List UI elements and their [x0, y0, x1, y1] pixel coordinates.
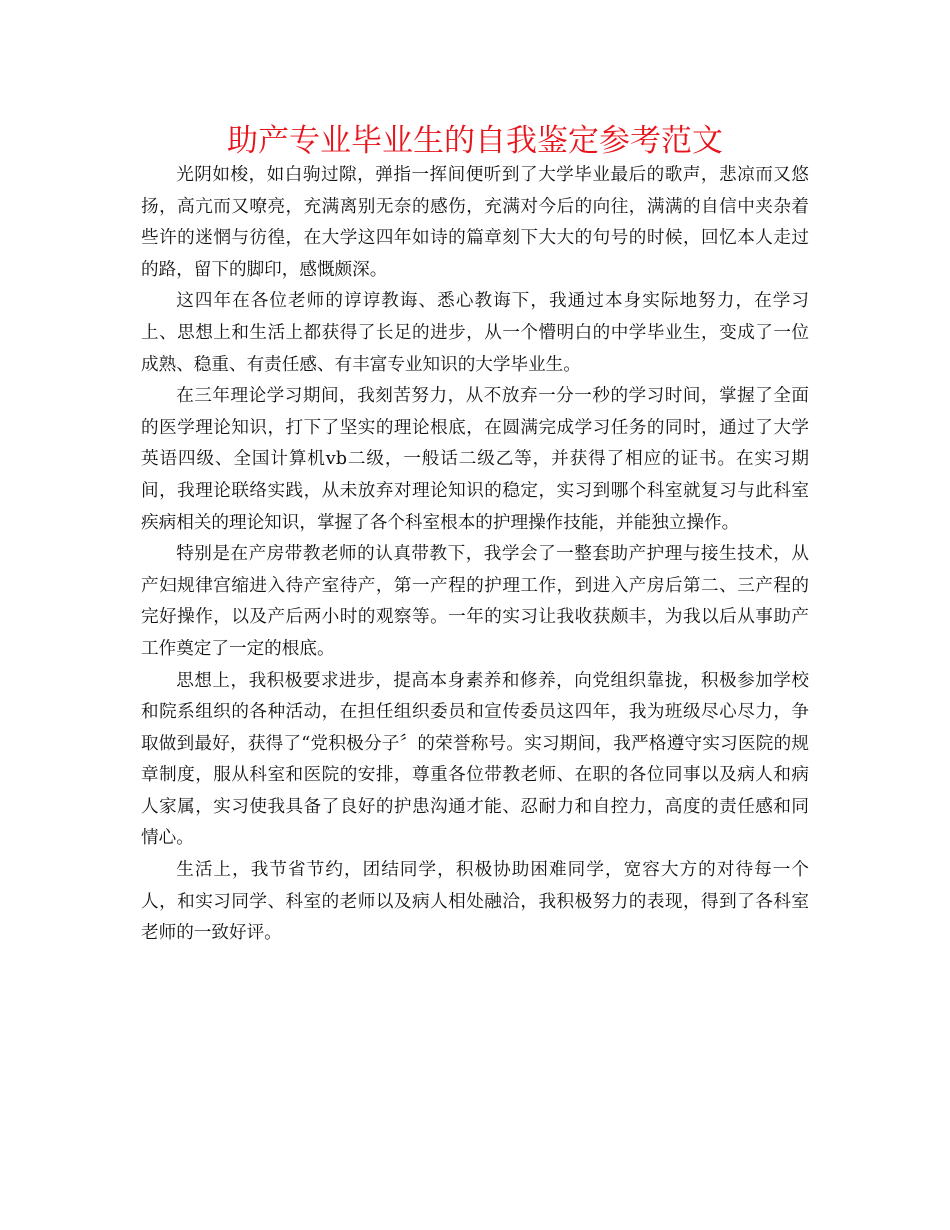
document-title: 助产专业毕业生的自我鉴定参考范文	[227, 123, 723, 159]
paragraph-1: 光阴如梭，如白驹过隙，弹指一挥间便听到了大学毕业最后的歌声，悲凉而又悠扬，高亢而又嘹亮，充满离别无奈的感伤，充满对今后的向往，满满的自信中夹杂着些许的迷惘与彷徨，在大学这四年如诗的篇章刻下大大的句号的时候，回忆本人走过的路，留下的脚印，感慨颇深。	[141, 165, 809, 280]
paragraph-4: 特别是在产房带教老师的认真带教下，我学会了一整套助产护理与接生技术，从产妇规律宫缩进入待产室待产，第一产程的护理工作，到进入产房后第二、三产程的完好操作，以及产后两小时的观察等。一年的实习让我收获颇丰，为我以后从事助产工作奠定了一定的根底。	[141, 544, 809, 659]
paragraph-5: 思想上，我积极要求进步，提高本身素养和修养，向党组织靠拢，积极参加学校和院系组织的各种活动，在担任组织委员和宣传委员这四年，我为班级尽心尽力，争取做到最好，获得了“党积极分子〞的荣誉称号。实习期间，我严格遵守实习医院的规章制度，服从科室和医院的安排，尊重各位带教老师、在职的各位同事以及病人和病人家属，实习使我具备了良好的护患沟通才能、忍耐力和自控力，高度的责任感和同情心。	[141, 670, 809, 849]
paragraph-2: 这四年在各位老师的谆谆教诲、悉心教诲下，我通过本身实际地努力，在学习上、思想上和生活上都获得了长足的进步，从一个懵明白的中学毕业生，变成了一位成熟、稳重、有责任感、有丰富专业知识的大学毕业生。	[141, 291, 809, 375]
paragraph-6: 生活上，我节省节约，团结同学，积极协助困难同学，宽容大方的对待每一个人，和实习同学、科室的老师以及病人相处融洽，我积极努力的表现，得到了各科室老师的一致好评。	[141, 860, 809, 944]
paragraph-3: 在三年理论学习期间，我刻苦努力，从不放弃一分一秒的学习时间，掌握了全面的医学理论知识，打下了坚实的理论根底，在圆满完成学习任务的同时，通过了大学英语四级、全国计算机vb二级，一般话二级乙等，并获得了相应的证书。在实习期间，我理论联络实践，从未放弃对理论知识的稳定，实习到哪个科室就复习与此科室疾病相关的理论知识，掌握了各个科室根本的护理操作技能，并能独立操作。	[141, 386, 809, 533]
document-body	[141, 160, 809, 950]
